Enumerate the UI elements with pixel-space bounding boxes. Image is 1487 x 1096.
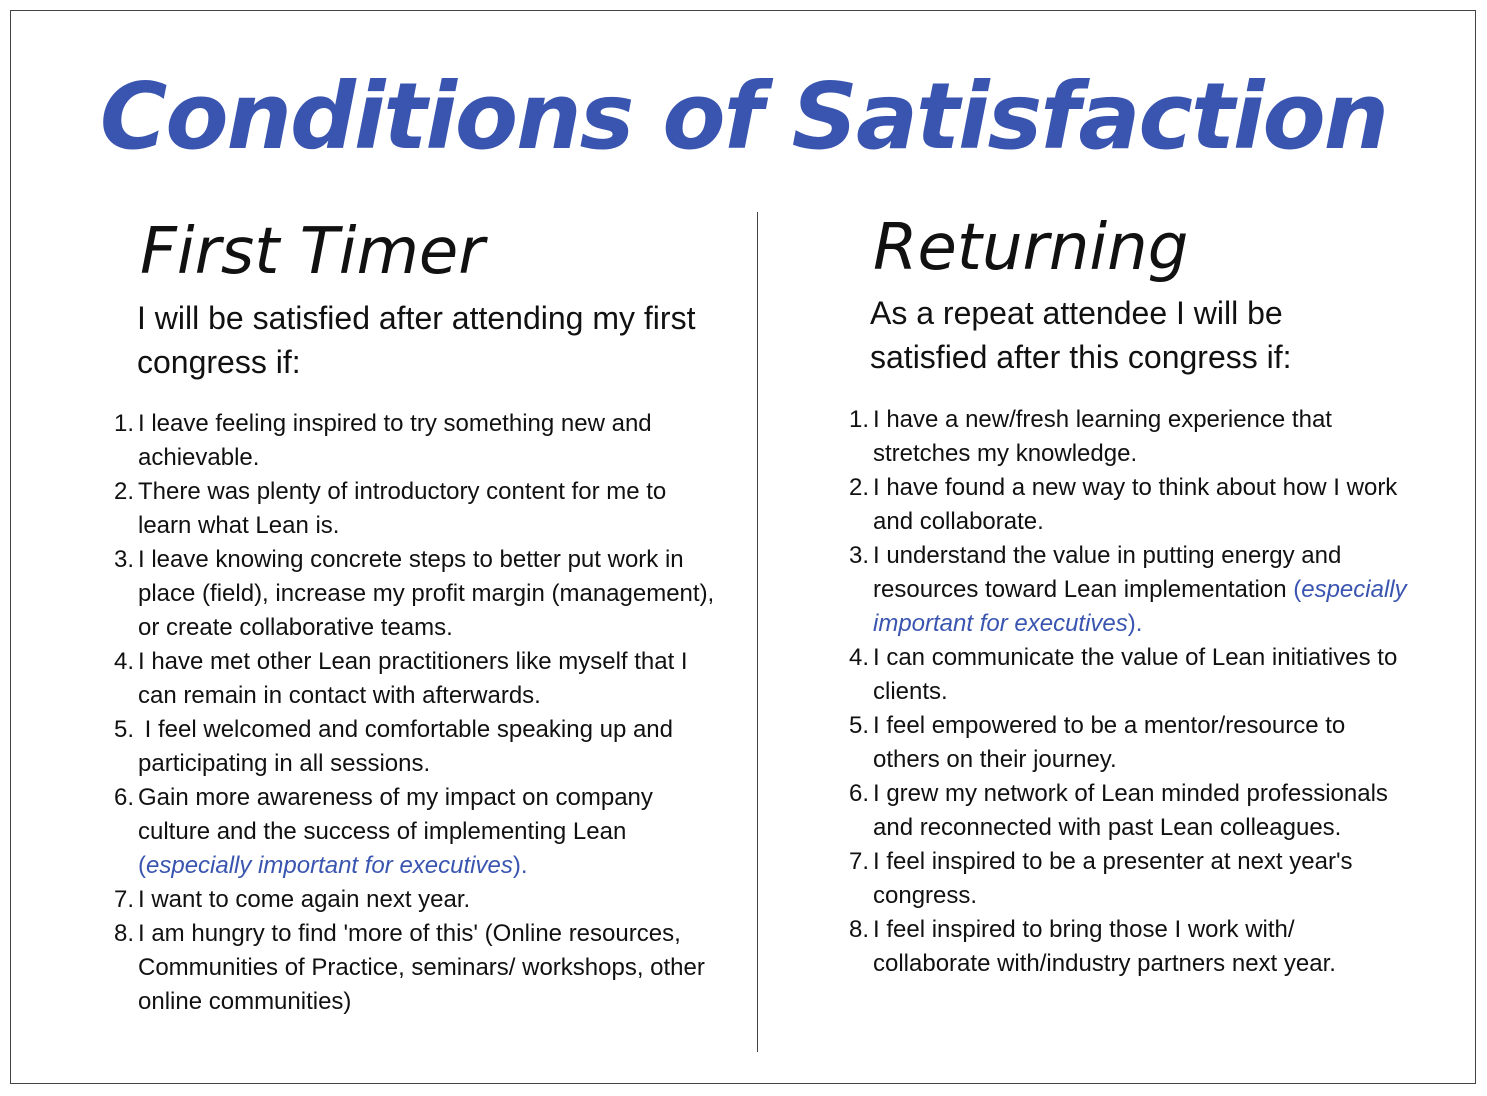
first-timer-item-2 xyxy=(113,475,723,543)
list-item-text: I have found a new way to think about how I work and collaborate. xyxy=(873,474,1404,535)
returning-item-1 xyxy=(848,403,1408,471)
list-item-number: 6. xyxy=(848,780,869,807)
list-item-number: 1. xyxy=(848,406,869,433)
first-timer-item-8 xyxy=(113,917,723,1019)
list-item-text: I want to come again next year. xyxy=(138,886,471,913)
returning-item-4 xyxy=(848,641,1408,709)
list-item-number: 8. xyxy=(113,920,134,947)
list-item-text: I feel empowered to be a mentor/resource to others on their journey. xyxy=(873,712,1352,773)
first-timer-item-6: 6. Gain more awareness of my impact on company culture and the success of implementing Lean (especially important for executives). xyxy=(138,781,723,883)
list-item-number: 3. xyxy=(848,542,869,569)
list-item-number: 7. xyxy=(113,886,134,913)
list-item-text: I feel welcomed and comfortable speaking up and participating in all sessions. xyxy=(138,716,680,777)
returning-item-5 xyxy=(848,709,1408,777)
list-item-text: I have met other Lean practitioners like myself that I can remain in contact with afterwards. xyxy=(138,648,695,709)
column-divider xyxy=(757,212,758,1052)
returning-intro: As a repeat attendee I will be satisfied after this congress if: xyxy=(870,295,1292,375)
returning-item-7 xyxy=(848,845,1408,913)
executive-note: especially important for executives xyxy=(146,852,513,879)
list-item-text: I feel inspired to be a presenter at next year's congress. xyxy=(873,848,1360,909)
list-item-number: 2. xyxy=(848,474,869,501)
list-item-text: I grew my network of Lean minded professionals and reconnected with past Lean colleagues. xyxy=(873,780,1395,841)
list-item-number: 7. xyxy=(848,848,869,875)
returning-item-6 xyxy=(848,777,1408,845)
list-item-number: 2. xyxy=(113,478,134,505)
first-timer-item-5 xyxy=(113,713,723,781)
first-timer-item-4 xyxy=(113,645,723,713)
list-item-number: 3. xyxy=(113,546,134,573)
list-item-number: 6. xyxy=(113,784,134,811)
first-timer-item-3 xyxy=(113,543,723,645)
list-item-text: I have a new/fresh learning experience that stretches my knowledge. xyxy=(873,406,1339,467)
returning-heading: Returning xyxy=(873,211,1189,285)
list-item-text: I leave knowing concrete steps to better put work in place (field), increase my profit margin (management), or create collaborative teams. xyxy=(138,546,721,641)
list-item-number: 4. xyxy=(113,648,134,675)
list-item-number: 8. xyxy=(848,916,869,943)
executive-note: especially important for executives xyxy=(873,576,1407,637)
first-timer-intro: I will be satisfied after attending my first congress if: xyxy=(137,300,696,380)
returning-item-3: 3. I understand the value in putting energy and resources toward Lean implementation (especially important for executives). xyxy=(873,539,1408,641)
list-item-text: I am hungry to find 'more of this' (Online resources, Communities of Practice, seminars/ workshops, other online communities) xyxy=(138,920,712,1015)
list-item-text: I feel inspired to bring those I work with/ collaborate with/industry partners next year. xyxy=(873,916,1336,977)
returning-item-8 xyxy=(848,913,1408,981)
list-item-text: I leave feeling inspired to try something new and achievable. xyxy=(138,410,659,471)
list-item-number: 5. xyxy=(848,712,869,739)
list-item-number: 1. xyxy=(113,410,134,437)
returning-item-2 xyxy=(848,471,1408,539)
first-timer-item-7 xyxy=(113,883,723,917)
page-title: Conditions of Satisfaction xyxy=(99,63,1388,170)
list-item-text: Gain more awareness of my impact on company culture and the success of implementing Lean xyxy=(138,784,660,845)
list-item-text: I understand the value in putting energy and resources toward Lean implementation xyxy=(873,542,1349,603)
first-timer-list xyxy=(113,407,723,1019)
first-timer-item-1 xyxy=(113,407,723,475)
list-item-text: I can communicate the value of Lean initiatives to clients. xyxy=(873,644,1404,705)
first-timer-heading: First Timer xyxy=(140,215,485,289)
list-item-text: There was plenty of introductory content for me to learn what Lean is. xyxy=(138,478,673,539)
list-item-number: 4. xyxy=(848,644,869,671)
returning-list xyxy=(848,403,1408,981)
list-item-number: 5. xyxy=(113,716,134,743)
